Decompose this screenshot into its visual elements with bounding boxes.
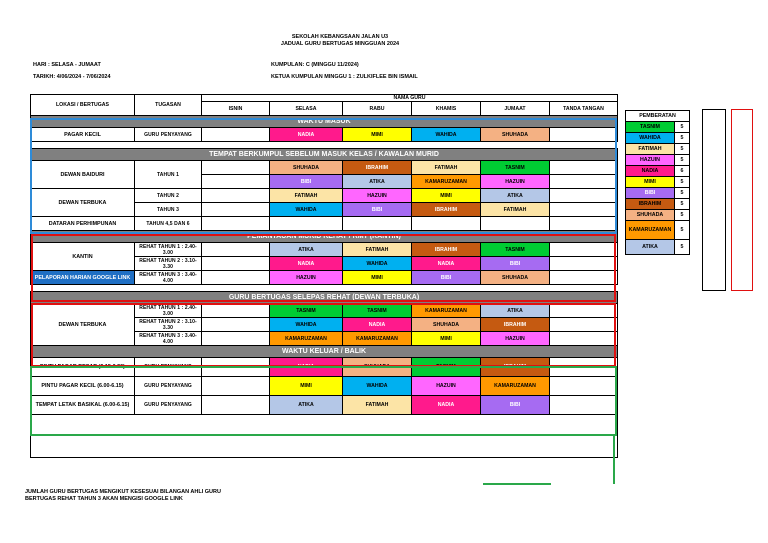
duty-cell: IBRAHIM <box>481 358 550 377</box>
lokasi-cell: KANTIN <box>31 243 135 271</box>
duty-cell: MIMI <box>343 271 412 285</box>
pemberatan-name: HAZUIN <box>626 155 675 166</box>
duty-cell: NADIA <box>412 396 481 415</box>
pemberatan-name: BIBI <box>626 188 675 199</box>
green-line-bottom <box>483 483 551 485</box>
pemberatan-row <box>626 122 690 133</box>
pemberatan-count: 5 <box>675 177 690 188</box>
duty-cell: NADIA <box>270 257 343 271</box>
pemberatan-row <box>626 188 690 199</box>
pemberatan-row <box>626 177 690 188</box>
pemberatan-count: 5 <box>675 188 690 199</box>
pemberatan-row <box>626 166 690 177</box>
day-khamis: KHAMIS <box>412 102 481 116</box>
ketua-label: KETUA KUMPULAN MINGGU 1 : ZULKIFLEE BIN ISMAIL <box>271 74 418 80</box>
duty-cell: TASNIM <box>412 358 481 377</box>
duty-cell: IBRAHIM <box>412 243 481 257</box>
duty-cell: MIMI <box>412 332 481 346</box>
tugasan-cell: REHAT TAHUN 1 : 2.40-3.00 <box>135 243 202 257</box>
footer-note-2: BERTUGAS REHAT TAHUN 3 AKAN MENGISI GOOGLE LINK <box>25 496 183 502</box>
pemberatan-row <box>626 133 690 144</box>
duty-cell: IBRAHIM <box>343 161 412 175</box>
schedule-title: JADUAL GURU BERTUGAS MINGGUAN 2024 <box>280 41 400 47</box>
lokasi-cell: DEWAN TERBUKA <box>31 189 135 217</box>
pemberatan-table <box>625 110 690 255</box>
pemberatan-name: IBRAHIM <box>626 199 675 210</box>
pemberatan-count: 5 <box>675 133 690 144</box>
duty-cell: BIBI <box>412 271 481 285</box>
duty-cell: ATIKA <box>481 189 550 203</box>
section-pemantauan-rehat: PEMANTAUAN MURID REHAT / RMT (KANTIN) <box>31 231 618 243</box>
pemberatan-count: 5 <box>675 240 690 255</box>
duty-cell: ATIKA <box>270 396 343 415</box>
duty-cell: KAMARUZAMAN <box>343 332 412 346</box>
section-waktu-masuk: WAKTU MASUK <box>31 116 618 128</box>
duty-cell: HAZUIN <box>412 377 481 396</box>
duty-cell: FATIMAH <box>343 396 412 415</box>
pemberatan-name: ATIKA <box>626 240 675 255</box>
outline-green <box>30 366 617 436</box>
col-lokasi: LOKASI / BERTUGAS <box>31 95 135 116</box>
pemberatan-row <box>626 210 690 221</box>
day-selasa: SELASA <box>270 102 343 116</box>
duty-cell: MIMI <box>343 128 412 142</box>
duty-cell: WAHIDA <box>270 203 343 217</box>
pemberatan-row <box>626 199 690 210</box>
duty-cell: KAMARUZAMAN <box>412 175 481 189</box>
tugasan-cell: REHAT TAHUN 2 : 3.10-3.30 <box>135 318 202 332</box>
duty-cell: ATIKA <box>270 243 343 257</box>
tugasan-cell: TAHUN 2 <box>135 189 202 203</box>
duty-cell: WAHIDA <box>343 377 412 396</box>
duty-cell: FATIMAH <box>343 243 412 257</box>
duty-cell: BIBI <box>343 203 412 217</box>
tugasan-cell: GURU PENYAYANG <box>135 358 202 377</box>
section-tempat-berkumpul: TEMPAT BERKUMPUL SEBELUM MASUK KELAS / KAWALAN MURID <box>31 149 618 161</box>
tugasan-cell: GURU PENYAYANG <box>135 396 202 415</box>
pemberatan-name: TASNIM <box>626 122 675 133</box>
duty-cell: IBRAHIM <box>481 318 550 332</box>
duty-cell: FATIMAH <box>412 161 481 175</box>
tugasan-cell: REHAT TAHUN 1 : 2.40-3.00 <box>135 304 202 318</box>
duty-cell: KAMARUZAMAN <box>270 332 343 346</box>
duty-cell: TASNIM <box>481 243 550 257</box>
duty-cell: SHUHADA <box>343 358 412 377</box>
side-box-black <box>702 109 726 291</box>
day-rabu: RABU <box>343 102 412 116</box>
duty-cell: WAHIDA <box>270 318 343 332</box>
pemberatan-name: NADIA <box>626 166 675 177</box>
section-selepas-rehat: GURU BERTUGAS SELEPAS REHAT (DEWAN TERBUKA) <box>31 292 618 304</box>
duty-cell: WAHIDA <box>343 257 412 271</box>
duty-cell: MIMI <box>270 377 343 396</box>
duty-cell: IBRAHIM <box>412 203 481 217</box>
tugasan-cell: TAHUN 1 <box>135 161 202 189</box>
pemberatan-name: FATIMAH <box>626 144 675 155</box>
outline-red <box>31 234 616 302</box>
duty-cell: NADIA <box>412 257 481 271</box>
pemberatan-count: 5 <box>675 144 690 155</box>
green-line <box>613 436 615 484</box>
duty-cell: NADIA <box>270 128 343 142</box>
school-name: SEKOLAH KEBANGSAAN JALAN U3 <box>291 34 389 40</box>
side-box-red <box>731 109 753 291</box>
lokasi-cell: PINTU PAGAR KECIL (6.00-6.15) <box>31 377 135 396</box>
pemberatan-name: SHUHADA <box>626 210 675 221</box>
duty-cell: SHUHADA <box>481 271 550 285</box>
day-isnin: ISNIN <box>202 102 270 116</box>
pemberatan-row <box>626 155 690 166</box>
pemberatan-count: 5 <box>675 210 690 221</box>
duty-cell: SHUHADA <box>270 161 343 175</box>
duty-cell: TASNIM <box>270 304 343 318</box>
tugasan-cell: REHAT TAHUN 3 : 3.40-4.00 <box>135 332 202 346</box>
tarikh-label: TARIKH: 4/06/2024 - 7/06/2024 <box>33 74 111 80</box>
col-nama-guru: NAMA GURU <box>202 95 618 102</box>
duty-cell: SHUHADA <box>412 318 481 332</box>
footer-note-1: JUMLAH GURU BERTUGAS MENGIKUT KESESUAI BILANGAN AHLI GURU <box>25 489 221 495</box>
lokasi-cell: DEWAN BAIDURI <box>31 161 135 189</box>
col-tugasan: TUGASAN <box>135 95 202 116</box>
duty-cell: ATIKA <box>481 304 550 318</box>
outline-red-2 <box>31 303 616 367</box>
pemberatan-count: 5 <box>675 122 690 133</box>
duty-cell: BIBI <box>481 396 550 415</box>
duty-cell: BIBI <box>270 175 343 189</box>
duty-cell: TASNIM <box>343 304 412 318</box>
outline-blue <box>30 118 617 234</box>
lokasi-cell: DATARAN PERHIMPUNAN <box>31 217 135 231</box>
duty-cell: NADIA <box>343 318 412 332</box>
tugasan-cell: TAHUN 3 <box>135 203 202 217</box>
day-jumaat: JUMAAT <box>481 102 550 116</box>
lokasi-cell: PINTU PAGAR BESAR (6.15-6.30) <box>31 358 135 377</box>
pemberatan-name: WAHIDA <box>626 133 675 144</box>
kumpulan-label: KUMPULAN: C (MINGGU 11/2024) <box>271 62 359 68</box>
pemberatan-name: MIMI <box>626 177 675 188</box>
tugasan-cell: REHAT TAHUN 3 : 3.40-4.00 <box>135 271 202 285</box>
duty-cell: HAZUIN <box>343 189 412 203</box>
duty-cell: KAMARUZAMAN <box>412 304 481 318</box>
lokasi-cell: PAGAR KECIL <box>31 128 135 142</box>
duty-cell: ATIKA <box>343 175 412 189</box>
duty-cell: MIMI <box>412 189 481 203</box>
day-tanda-tangan: TANDA TANGAN <box>550 102 618 116</box>
pemberatan-count: 5 <box>675 155 690 166</box>
duty-cell: SHUHADA <box>481 128 550 142</box>
lokasi-cell: DEWAN TERBUKA <box>31 304 135 346</box>
section-waktu-keluar: WAKTU KELUAR / BALIK <box>31 346 618 358</box>
pemberatan-title: PEMBERATAN <box>626 111 690 122</box>
duty-cell: TASNIM <box>481 161 550 175</box>
duty-cell: HAZUIN <box>270 271 343 285</box>
pemberatan-row <box>626 144 690 155</box>
duty-cell: WAHIDA <box>412 128 481 142</box>
tugasan-cell: GURU PENYAYANG <box>135 377 202 396</box>
pemberatan-row <box>626 221 690 240</box>
pemberatan-row <box>626 240 690 255</box>
pelaporan-google-link[interactable]: PELAPORAN HARIAN GOOGLE LINK <box>31 271 135 285</box>
tugasan-cell: REHAT TAHUN 2 : 3.10-3.30 <box>135 257 202 271</box>
duty-cell: NADIA <box>270 358 343 377</box>
pemberatan-count: 5 <box>675 199 690 210</box>
hari-label: HARI : SELASA - JUMAAT <box>33 62 101 68</box>
pemberatan-count: 5 <box>675 221 690 240</box>
duty-cell: HAZUIN <box>481 175 550 189</box>
duty-cell: FATIMAH <box>481 203 550 217</box>
lokasi-cell: TEMPAT LETAK BASIKAL (6.00-6.15) <box>31 396 135 415</box>
duty-cell: BIBI <box>481 257 550 271</box>
pemberatan-name: KAMARUZAMAN <box>626 221 675 240</box>
duty-cell: KAMARUZAMAN <box>481 377 550 396</box>
tugasan-cell: TAHUN 4,5 DAN 6 <box>135 217 202 231</box>
pemberatan-count: 6 <box>675 166 690 177</box>
tugasan-cell: GURU PENYAYANG <box>135 128 202 142</box>
duty-cell: HAZUIN <box>481 332 550 346</box>
duty-cell: FATIMAH <box>270 189 343 203</box>
